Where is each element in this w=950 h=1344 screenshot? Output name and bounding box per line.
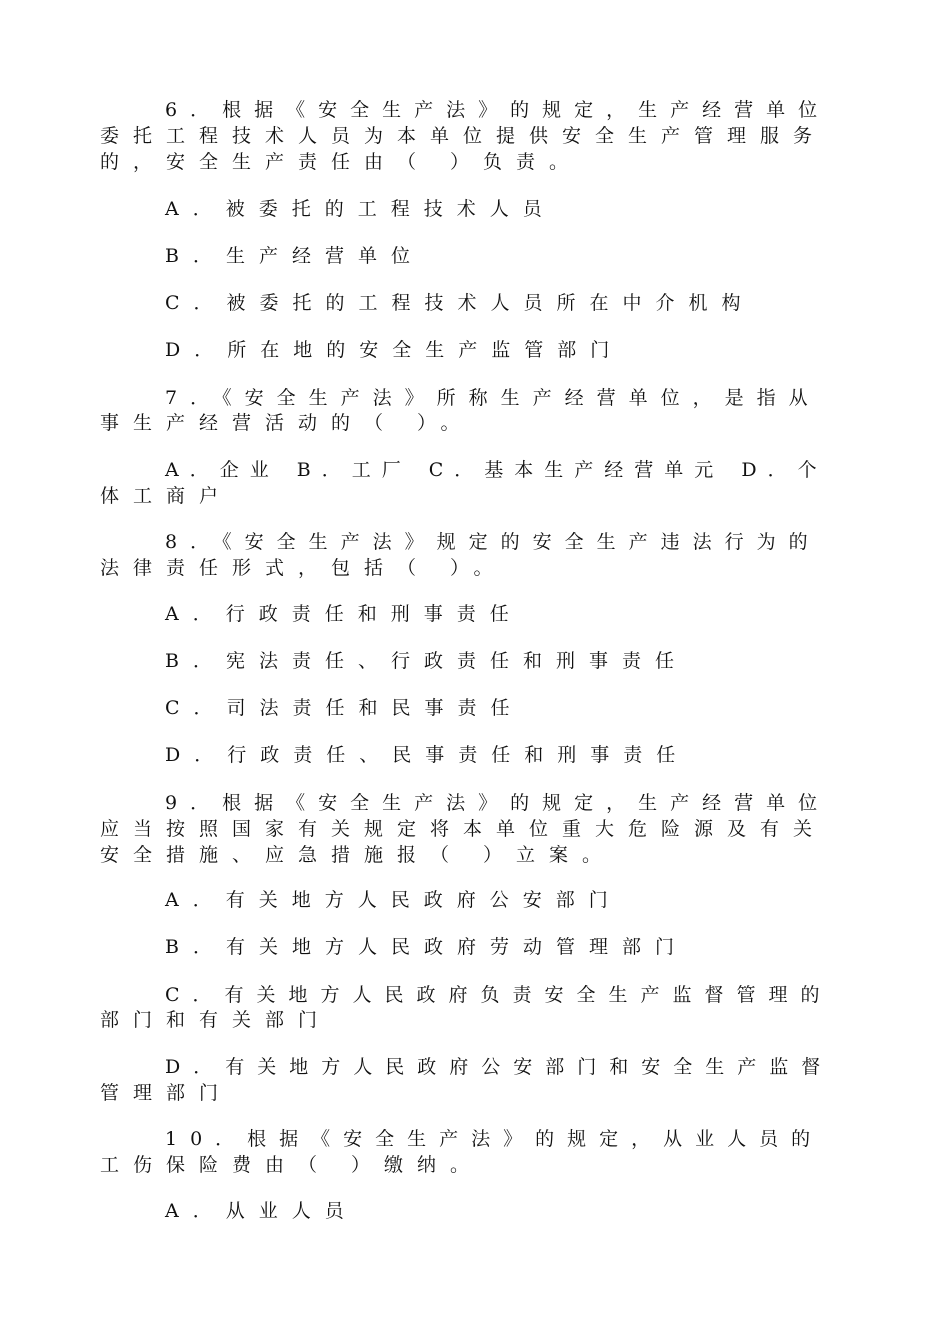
question-6-option-c: C．被委托的工程技术人员所在中介机构 [165,292,755,314]
question-9-option-a: A．有关地方人民政府公安部门 [165,889,622,911]
question-6-stem-line-3: 的，安全生产责任由（ ）负责。 [100,151,583,173]
question-9-option-b: B．有关地方人民政府劳动管理部门 [165,936,688,958]
question-10-option-a: A．从业人员 [165,1200,358,1222]
question-6-option-d: D．所在地的安全生产监管部门 [165,339,624,361]
question-9-option-c-line-2: 部门和有关部门 [100,1009,332,1031]
question-7-options-line-1: A．企业 B．工厂 C．基本生产经营单元 D．个 [165,459,828,481]
question-9-stem-line-3: 安全措施、应急措施报（ ）立案。 [100,844,616,866]
question-9-option-d-line-1: D．有关地方人民政府公安部门和安全生产监督 [165,1056,834,1078]
question-7-stem-line-1: 7．《安全生产法》所称生产经营单位，是指从 [165,387,821,409]
question-9-stem-line-2: 应当按照国家有关规定将本单位重大危险源及有关 [100,818,827,840]
question-8-option-c: C．司法责任和民事责任 [165,697,524,719]
question-6-stem-line-2: 委托工程技术人员为本单位提供安全生产管理服务 [100,125,827,147]
question-10-stem-line-1: 10．根据《安全生产法》的规定，从业人员的 [165,1128,824,1150]
question-7-options-line-2: 体工商户 [100,485,233,507]
question-6-stem-line-1: 6．根据《安全生产法》的规定，生产经营单位 [165,99,831,121]
question-8-stem-line-2: 法律责任形式，包括（ ）。 [100,557,507,579]
question-7-stem-line-2: 事生产经营活动的（ ）。 [100,412,474,434]
question-9-option-c-line-1: C．有关地方人民政府负责安全生产监督管理的 [165,984,833,1006]
question-8-option-b: B．宪法责任、行政责任和刑事责任 [165,650,688,672]
question-10-stem-line-2: 工伤保险费由（ ）缴纳。 [100,1154,484,1176]
question-8-option-d: D．行政责任、民事责任和刑事责任 [165,744,690,766]
question-8-stem-line-1: 8．《安全生产法》规定的安全生产违法行为的 [165,531,821,553]
question-9-stem-line-1: 9．根据《安全生产法》的规定，生产经营单位 [165,792,831,814]
question-9-option-d-line-2: 管理部门 [100,1082,233,1104]
question-6-option-a: A．被委托的工程技术人员 [165,198,556,220]
question-8-option-a: A．行政责任和刑事责任 [165,603,523,625]
question-6-option-b: B．生产经营单位 [165,245,424,267]
